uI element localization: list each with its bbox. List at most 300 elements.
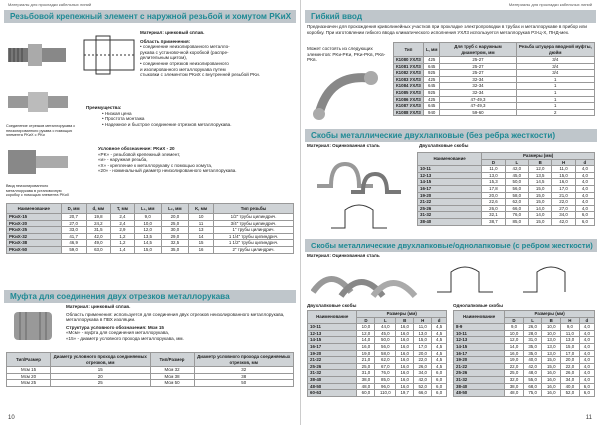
table-row xyxy=(394,83,595,90)
table-cell: 12-13 xyxy=(418,172,482,179)
group-header: Размеры (мм) xyxy=(482,153,595,160)
col-header: H xyxy=(414,317,432,324)
table-cell: 41,7 xyxy=(61,233,86,240)
table-cell: 3/4 xyxy=(516,57,595,64)
table-cell: 1 1/4" трубы цилиндрич. xyxy=(214,233,294,240)
table-cell: 1/2" трубы цилиндрич. xyxy=(214,214,294,221)
table-cell: 32-34 xyxy=(440,83,516,90)
table-cell: 31,0 xyxy=(357,370,375,377)
table-cell: 4,0 xyxy=(579,343,594,350)
table-cell: 19,7 xyxy=(396,390,414,397)
table-cell: 66,0 xyxy=(505,205,528,212)
table-cell: 14,0 xyxy=(529,205,552,212)
table-cell: 26,0 xyxy=(561,370,580,377)
table-cell: К1080 УХЛ3 xyxy=(394,57,424,64)
table-row xyxy=(308,363,447,370)
table-cell: 12,0 xyxy=(529,166,552,173)
table-row xyxy=(454,343,595,350)
table-cell: 56,0 xyxy=(375,343,396,350)
table-cell: 46,9 xyxy=(61,240,86,247)
table-cell: 6,0 xyxy=(432,370,447,377)
table-row xyxy=(394,89,595,96)
table-cell: 16,0 xyxy=(396,370,414,377)
table-cell: 15,0 xyxy=(552,172,575,179)
table-cell: 45,0 xyxy=(505,172,528,179)
table-cell: 19,0 xyxy=(505,357,524,364)
connection-diagram-2 xyxy=(8,142,68,182)
table-row xyxy=(394,109,595,116)
table-cell: 14 xyxy=(188,233,213,240)
table-row xyxy=(394,70,595,77)
table-cell: 645 xyxy=(423,63,440,70)
table-cell: 1 xyxy=(516,76,595,83)
table-cell: 16,0 xyxy=(396,330,414,337)
scope-line: и изолированного металлорукава путем xyxy=(140,66,226,72)
table-cell: 28,0 xyxy=(523,330,542,337)
connection-diagram-1 xyxy=(8,82,68,122)
table-cell: 15 xyxy=(51,367,151,374)
table-row xyxy=(308,376,447,383)
legend-title: Условное обозначение: PKиХ - 20 xyxy=(98,146,175,151)
table-cell: 75,0 xyxy=(523,390,542,397)
table-cell: 925 xyxy=(423,70,440,77)
table-cell: 4,5 xyxy=(432,357,447,364)
legend-line: «20» - номинальный диаметр неизолированного металлорукава. xyxy=(98,168,237,174)
brackets-material: Материал: Оцинкованная сталь xyxy=(307,143,380,148)
table-cell: 35,0 xyxy=(523,350,542,357)
table-cell: 55,0 xyxy=(523,376,542,383)
table-cell: 42,0 xyxy=(552,218,575,225)
col-header: D xyxy=(505,317,524,324)
table-row xyxy=(454,390,595,397)
table-cell: 31,0 xyxy=(523,337,542,344)
table-cell: 25-27 xyxy=(440,63,516,70)
col-header: Резьба штуцера вводной муфты, дюйм xyxy=(516,43,595,57)
table-cell: 6,0 xyxy=(579,383,594,390)
table-row xyxy=(7,214,294,221)
flexible-entry-photo xyxy=(309,64,389,124)
table-cell: 13,0 xyxy=(561,337,580,344)
page-header-left: Материалы для прокладки кабельных линий xyxy=(8,2,92,7)
table-cell: 9,0 xyxy=(134,214,161,221)
table-cell: 35,0 xyxy=(523,343,542,350)
table-cell: 32,0 xyxy=(505,376,524,383)
table-cell: 1 1/2" трубы цилиндрич. xyxy=(214,240,294,247)
table-cell: 34,0 xyxy=(414,370,432,377)
table-cell: 425 xyxy=(423,96,440,103)
table-cell: 4,0 xyxy=(579,363,594,370)
table-cell: 940 xyxy=(423,109,440,116)
table-cell: 42,0 xyxy=(414,376,432,383)
table-cell: 21,0 xyxy=(357,357,375,364)
group-header: Размеры (мм) xyxy=(505,311,595,318)
table-cell: 645 xyxy=(423,103,440,110)
col-header: L xyxy=(375,317,396,324)
table-cell: 16,0 xyxy=(396,324,414,331)
table-cell: 62,0 xyxy=(505,199,528,206)
table-cell: PKиХ-20 xyxy=(7,220,62,227)
table-cell: 26,0 xyxy=(414,363,432,370)
table-cell: 48,0 xyxy=(523,370,542,377)
col-header: Тип/Размер xyxy=(7,353,51,367)
col-header: H xyxy=(552,159,575,166)
table-cell: 4,0 xyxy=(579,324,594,331)
table-row xyxy=(7,233,294,240)
table-cell: 52,0 xyxy=(414,383,432,390)
table-cell: 21-22 xyxy=(454,363,505,370)
table-cell: К1087 УХЛ3 xyxy=(394,103,424,110)
table-row xyxy=(308,350,447,357)
table-cell: 15,0 xyxy=(134,246,161,253)
table-cell: 4,0 xyxy=(579,330,594,337)
table-cell: 60-63 xyxy=(308,390,357,397)
table-cell: 2,4 xyxy=(111,214,135,221)
table-cell: 32,5 xyxy=(161,240,188,247)
table-cell: 21-22 xyxy=(308,357,357,364)
table-cell: 58,0 xyxy=(375,350,396,357)
table-cell: 47-49,3 xyxy=(440,103,516,110)
table-cell: 13,0 xyxy=(414,330,432,337)
table-cell: 16,0 xyxy=(396,343,414,350)
col-header: T, мм xyxy=(111,204,135,214)
table-row xyxy=(308,390,447,397)
table-cell: 16,0 xyxy=(542,370,561,377)
group-header: Размеры (мм) xyxy=(357,311,447,318)
caption-2: Ввод неизолированного металлорукава в установочную коробку с помощью элемента PKиХ xyxy=(6,184,70,198)
table-cell: 40,0 xyxy=(561,383,580,390)
table-cell: Мсм 32 xyxy=(150,367,194,374)
brackets-photo xyxy=(311,152,411,198)
table-cell: 11,0 xyxy=(482,166,505,173)
col-header: B xyxy=(529,159,552,166)
table-cell: 16,0 xyxy=(396,357,414,364)
table-cell: 2 xyxy=(516,109,595,116)
table-cell: 21-22 xyxy=(418,199,482,206)
col-header: L, мм xyxy=(423,43,440,57)
table-row xyxy=(308,330,447,337)
page-header-right: Материалы для прокладки кабельных линий xyxy=(508,2,592,7)
table-cell: 4,0 xyxy=(575,166,594,173)
brackets-rib-material: Материал: Оцинкованная сталь xyxy=(307,253,380,258)
col-header: d xyxy=(575,159,594,166)
table-cell: 1,2 xyxy=(111,240,135,247)
advantage-item: • Низкая цена xyxy=(102,110,132,116)
table-cell: 20,7 xyxy=(61,214,86,221)
table-cell: 48,0 xyxy=(357,383,375,390)
table-cell: PKиХ-25 xyxy=(7,227,62,234)
table-cell: 16,0 xyxy=(396,363,414,370)
section-title-brackets-rib: Скобы металлические двухлапковые/однолапковые (с ребром жесткости) xyxy=(305,239,597,252)
advantage-item: • Надежное и быстрое соединение отрезков металлорукава. xyxy=(102,121,232,127)
col-header: d, мм xyxy=(86,204,110,214)
table-cell: 16,0 xyxy=(357,343,375,350)
table-cell: 4,0 xyxy=(579,350,594,357)
table-cell: 34,0 xyxy=(561,376,580,383)
table-cell: 25,0 xyxy=(505,370,524,377)
table-cell: К1085 УХЛ3 xyxy=(394,89,424,96)
section-title-coupling: Муфта для соединения двух отрезков металлорукава xyxy=(4,290,296,303)
table-cell: 8-9 xyxy=(454,324,505,331)
col-header: Наименование xyxy=(308,311,357,324)
table-cell: 58,0 xyxy=(505,192,528,199)
table-cell: Мсм 25 xyxy=(7,380,51,387)
table-cell: 96,0 xyxy=(375,383,396,390)
table-cell: 9,0 xyxy=(505,324,524,331)
flexible-entry-table xyxy=(393,42,595,116)
table-cell: Мсм 15 xyxy=(7,367,51,374)
table-cell: 1 xyxy=(516,83,595,90)
table-cell: 22,0 xyxy=(552,199,575,206)
table-cell: 645 xyxy=(423,83,440,90)
col-header: Диаметр условного прохода соединяемых отрезков, мм xyxy=(194,353,294,367)
table-cell: 16,0 xyxy=(396,376,414,383)
table-cell: 50,0 xyxy=(375,337,396,344)
table-cell: 4,5 xyxy=(432,330,447,337)
fitting-photo xyxy=(6,30,68,80)
table-cell: 20,0 xyxy=(161,214,188,221)
table-cell: 4,5 xyxy=(432,337,447,344)
table-cell: К1086 УХЛ3 xyxy=(394,96,424,103)
table-cell: 10-11 xyxy=(418,166,482,173)
table-cell: 2" трубы цилиндрич. xyxy=(214,246,294,253)
table-cell: 56,0 xyxy=(505,185,528,192)
table-row xyxy=(308,357,447,364)
table-cell: 63,0 xyxy=(86,246,110,253)
section-title-threaded-fitting: Резьбовой крепежный элемент с наружной резьбой и хомутом PKиХ xyxy=(4,10,296,23)
table-row xyxy=(454,370,595,377)
table-cell: 6,0 xyxy=(432,376,447,383)
col-header: H xyxy=(561,317,580,324)
table-cell: 3/4 xyxy=(516,63,595,70)
table-cell: PKиХ-38 xyxy=(7,240,62,247)
table-cell: 14,0 xyxy=(505,343,524,350)
table-cell: 59,0 xyxy=(61,246,86,253)
table-cell: 17,0 xyxy=(561,350,580,357)
col-header: Тип xyxy=(394,43,424,57)
table-row xyxy=(308,343,447,350)
table-cell: 10 xyxy=(188,214,213,221)
table-cell: 45,0 xyxy=(375,330,396,337)
page-number-right: 11 xyxy=(585,415,592,421)
table-cell: 19,8 xyxy=(86,214,110,221)
table-cell: 76,0 xyxy=(505,212,528,219)
table-cell: 25,0 xyxy=(357,363,375,370)
table-cell: 4,0 xyxy=(575,185,594,192)
table-cell: 42,0 xyxy=(505,166,528,173)
table-cell: 44,0 xyxy=(375,324,396,331)
table-cell: 16,0 xyxy=(542,390,561,397)
table-cell: 16,0 xyxy=(542,383,561,390)
scope-line: стыковки с элементом PKиХ с внутренней резьбой PKи. xyxy=(140,72,261,78)
table-cell: 4,5 xyxy=(432,324,447,331)
table-cell: 16,0 xyxy=(552,179,575,186)
table-cell: 15,0 xyxy=(529,218,552,225)
coupling-description xyxy=(66,304,294,342)
table-cell: 11,0 xyxy=(552,166,575,173)
table-cell: 425 xyxy=(423,76,440,83)
table-row xyxy=(394,76,595,83)
table-cell: 2,9 xyxy=(111,227,135,234)
table-cell: 31-32 xyxy=(418,212,482,219)
table-cell: PKиХ-50 xyxy=(7,246,62,253)
table-cell: 4,5 xyxy=(432,350,447,357)
col-header: d xyxy=(432,317,447,324)
table-cell: 10-11 xyxy=(454,330,505,337)
table-cell: 25-26 xyxy=(454,370,505,377)
table-row xyxy=(394,96,595,103)
table-cell: 15,3 xyxy=(482,179,505,186)
table-cell: 26,0 xyxy=(482,205,505,212)
table-cell: 25-26 xyxy=(418,205,482,212)
table-cell: 66,0 xyxy=(414,390,432,397)
table-cell: 29,0 xyxy=(161,233,188,240)
table-cell: 1" трубы цилиндрич. xyxy=(214,227,294,234)
table-cell: 15,0 xyxy=(542,363,561,370)
table-cell: 42,0 xyxy=(523,363,542,370)
flexible-note: Может состоять из следующих элементов: PKи-PKи, PKи-PKв, PKв-PKв. xyxy=(307,46,386,63)
table-cell: 22,0 xyxy=(561,363,580,370)
table-cell: 22,0 xyxy=(414,357,432,364)
advantages-title: Преимущества: xyxy=(86,105,122,110)
table-cell: 14,5 xyxy=(529,179,552,186)
table-cell: 68,0 xyxy=(523,383,542,390)
table-cell: 3/4" трубы цилиндрич. xyxy=(214,220,294,227)
table-row xyxy=(418,192,595,199)
table-cell: 14,0 xyxy=(357,337,375,344)
legend-line: «Х» - крепление к металлорукаву с помощью хомута, xyxy=(98,162,213,168)
bracket-drawing xyxy=(311,200,411,234)
table-cell: 19-20 xyxy=(454,357,505,364)
table-row xyxy=(418,212,595,219)
table-cell: К1081 УХЛ3 xyxy=(394,63,424,70)
table-cell: 16,0 xyxy=(505,350,524,357)
table-row xyxy=(454,357,595,364)
table-cell: К1084 УХЛ3 xyxy=(394,83,424,90)
col-header: Тип резьбы xyxy=(214,204,294,214)
coupling-photo xyxy=(8,304,60,348)
col-header: L xyxy=(523,317,542,324)
caption-1: Соединение отрезков металлорукава с неизолированного рукава с помощью элемента PKиХ с PKи xyxy=(6,124,76,138)
table-cell: 67,0 xyxy=(375,363,396,370)
table-cell: 14,0 xyxy=(529,212,552,219)
table-row xyxy=(308,324,447,331)
table-cell: 15,0 xyxy=(529,185,552,192)
table-row xyxy=(394,103,595,110)
table-cell: 21,0 xyxy=(552,192,575,199)
table-cell: 15,0 xyxy=(561,343,580,350)
table-cell: 47-49,3 xyxy=(440,96,516,103)
table-cell: 17,0 xyxy=(552,185,575,192)
col-header: B xyxy=(542,317,561,324)
table-cell: 16,0 xyxy=(396,350,414,357)
brackets-one-leg-table xyxy=(453,310,595,397)
table-cell: 4,5 xyxy=(432,363,447,370)
table-row xyxy=(454,363,595,370)
table-cell: 16-17 xyxy=(308,343,357,350)
table-cell: 6,0 xyxy=(579,390,594,397)
table-cell: 15,0 xyxy=(414,337,432,344)
table-row xyxy=(7,240,294,247)
table-cell: 10,0 xyxy=(542,324,561,331)
table-cell: 12,0 xyxy=(134,227,161,234)
brackets-rib-photo xyxy=(311,262,421,302)
table-cell: 19-20 xyxy=(418,192,482,199)
col-header: L xyxy=(505,159,528,166)
col-header: Тип/Размер xyxy=(150,353,194,367)
table-cell: 4,0 xyxy=(575,172,594,179)
table-cell: 12,0 xyxy=(505,337,524,344)
table-cell: 32 xyxy=(194,367,294,374)
table-cell: 33,0 xyxy=(61,227,86,234)
table-cell: 34,0 xyxy=(552,212,575,219)
coupling-scope: Область применения: используется для соединения двух отрезков неизолированного металлорукава, металлорукава в ПВХ изоляции. xyxy=(66,311,285,323)
table-cell: 25 xyxy=(51,380,151,387)
advantage-item: • Простота монтажа xyxy=(102,116,145,122)
table-row xyxy=(418,205,595,212)
section-title-flexible-entry: Гибкий ввод xyxy=(305,10,596,23)
table-cell: 31-32 xyxy=(454,376,505,383)
table-cell: 48,0 xyxy=(505,390,524,397)
table-cell: 4,5 xyxy=(432,343,447,350)
coupling-legend-line: «15» - диаметр условного прохода металлорукава, мм. xyxy=(66,335,184,341)
table-cell: 31-32 xyxy=(308,370,357,377)
table-row xyxy=(418,218,595,225)
table-cell: 38-40 xyxy=(418,218,482,225)
table-row xyxy=(418,185,595,192)
table-cell: 32,1 xyxy=(482,212,505,219)
table-cell: 16,0 xyxy=(396,337,414,344)
table-row xyxy=(454,330,595,337)
brackets-subtitle: Двухлапковые скобы xyxy=(419,143,469,148)
table-cell: 25-27 xyxy=(440,70,516,77)
table-cell: 16-17 xyxy=(454,350,505,357)
table-row xyxy=(7,246,294,253)
table-cell: 1 xyxy=(516,89,595,96)
table-cell: 20 xyxy=(51,373,151,380)
table-cell: 4,0 xyxy=(579,370,594,377)
table-cell: 13,0 xyxy=(482,172,505,179)
table-cell: 16-17 xyxy=(418,185,482,192)
table-cell: 20,0 xyxy=(561,357,580,364)
table-cell: 22,0 xyxy=(505,363,524,370)
table-cell: 2,4 xyxy=(111,220,135,227)
table-row xyxy=(454,383,595,390)
table-cell: 52,0 xyxy=(561,390,580,397)
table-cell: 30,0 xyxy=(161,227,188,234)
table-cell: 15,0 xyxy=(542,357,561,364)
designation-legend xyxy=(98,146,294,174)
table-cell: 3/4 xyxy=(516,70,595,77)
table-cell: 17,8 xyxy=(482,185,505,192)
table-cell: 13,5 xyxy=(134,233,161,240)
right-page xyxy=(300,0,600,425)
table-row xyxy=(454,376,595,383)
table-cell: 25-27 xyxy=(440,57,516,64)
table-cell: 11,0 xyxy=(414,324,432,331)
table-row xyxy=(7,227,294,234)
table-cell: 17,0 xyxy=(414,343,432,350)
table-cell: 49,0 xyxy=(86,240,110,247)
brackets-rib-drawings xyxy=(427,262,595,302)
table-row xyxy=(394,57,595,64)
table-cell: 22,6 xyxy=(482,199,505,206)
table-cell: 12-13 xyxy=(308,330,357,337)
col-header: Наименование xyxy=(454,311,505,324)
section-title-brackets-no-rib: Скобы металлические двухлапковые (без ребра жесткости) xyxy=(305,129,597,142)
subtitle-one-leg: Однолапковые скобы xyxy=(453,303,504,308)
subtitle-two-leg: Двухлапковые скобы xyxy=(307,303,357,308)
table-cell: 10,0 xyxy=(134,220,161,227)
